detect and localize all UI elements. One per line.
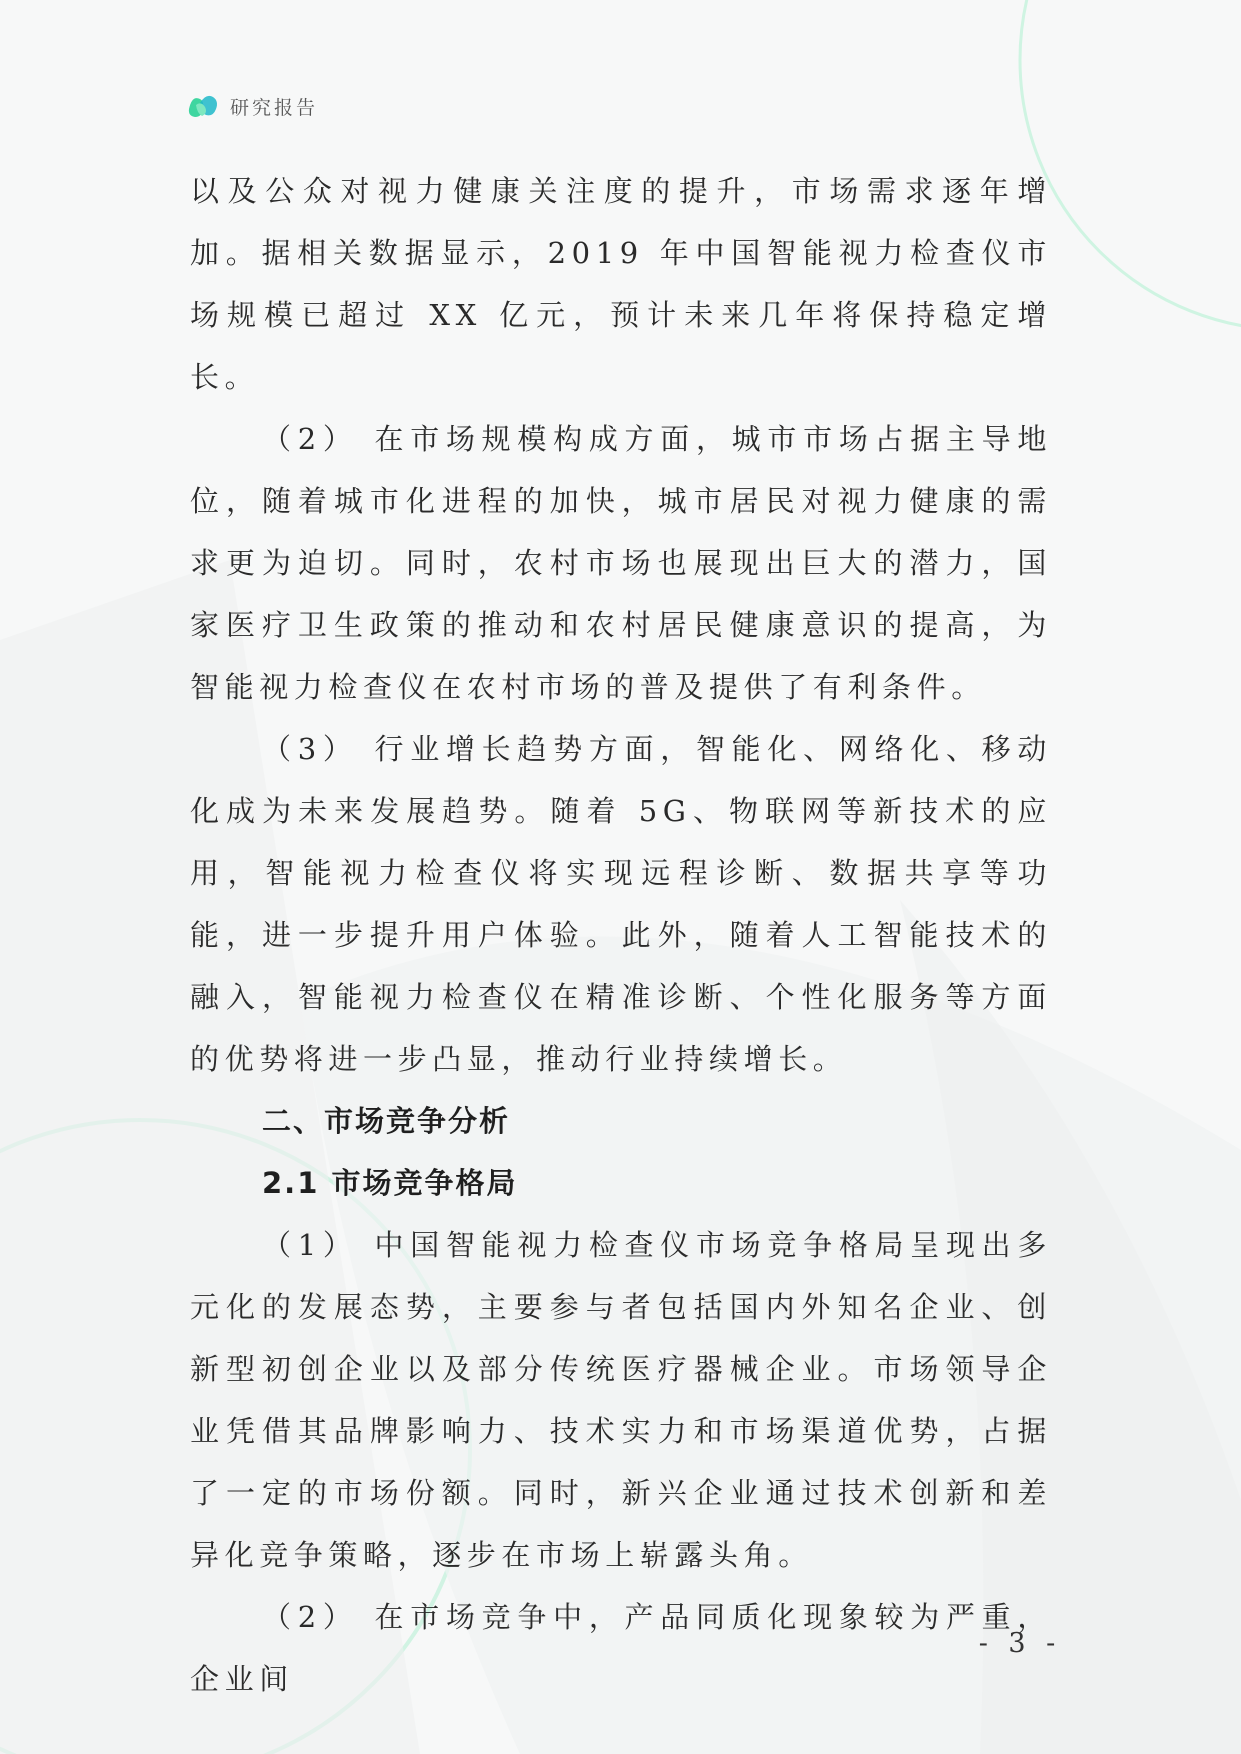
page-number: - 3 - [978, 1628, 1062, 1659]
paragraph-competition-landscape: （1） 中国智能视力检查仪市场竞争格局呈现出多元化的发展态势，主要参与者包括国内外知名企业、创新型初创企业以及部分传统医疗器械企业。市场领导企业凭借其品牌影响力、技术实力和市场渠道优势，占据了一定的市场份额。同时，新兴企业通过技术创新和差异化竞争策略，逐步在市场上崭露头角。 [190, 1228, 1052, 1572]
decor-circle-top-right [1020, 0, 1241, 330]
paragraph-product-homogeneity: （2） 在市场竞争中，产品同质化现象较为严重，企业间 [190, 1600, 1052, 1696]
header-title: 研究报告 [230, 96, 319, 119]
subsection-heading: 2.1 市场竞争格局 [262, 1166, 518, 1200]
report-header [186, 86, 318, 126]
paragraph-growth-trend: （3） 行业增长趋势方面，智能化、网络化、移动化成为未来发展趋势。随着 5G、物联网等新技术的应用，智能视力检查仪将实现远程诊断、数据共享等功能，进一步提升用户体验。此外，随着人工智能技术的融入，智能视力检查仪在精准诊断、个性化服务等方面的优势将进一步凸显，推动行业持续增长。 [190, 732, 1052, 1076]
document-body [190, 160, 1052, 1710]
section-heading: 二、市场竞争分析 [262, 1104, 511, 1138]
paragraph-market-composition: （2） 在市场规模构成方面，城市市场占据主导地位，随着城市化进程的加快，城市居民对视力健康的需求更为迫切。同时，农村市场也展现出巨大的潜力，国家医疗卫生政策的推动和农村居民健康意识的提高，为智能视力检查仪在农村市场的普及提供了有利条件。 [190, 422, 1052, 704]
brand-logo-icon [186, 89, 220, 123]
paragraph-market-demand: 以及公众对视力健康关注度的提升，市场需求逐年增加。据相关数据显示，2019 年中国智能视力检查仪市场规模已超过 XX 亿元，预计未来几年将保持稳定增长。 [190, 174, 1052, 394]
